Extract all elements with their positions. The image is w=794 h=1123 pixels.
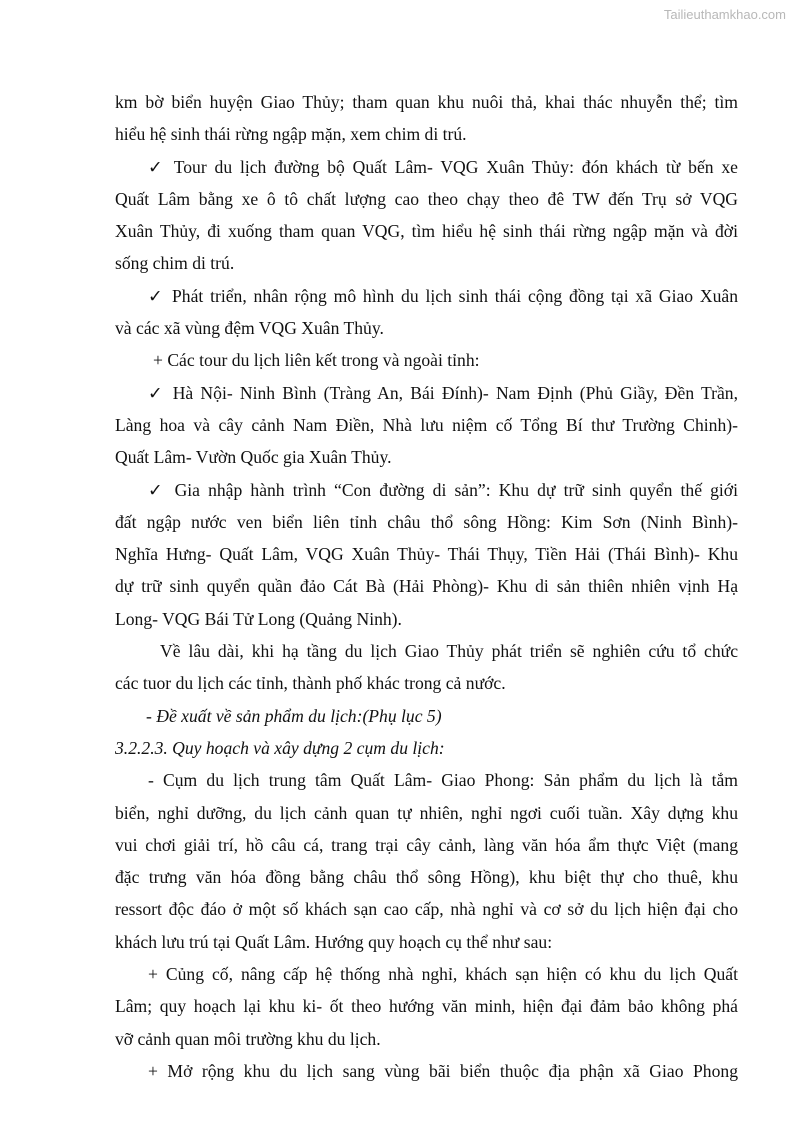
paragraph [115,700,738,732]
text-line: ✓ Gia nhập hành trình “Con đường di sản”: Khu dự trữ sinh quyển thế giới [148,479,738,500]
paragraph [115,344,738,376]
text-line: đất ngập nước ven biển liên tỉnh châu thổ sông Hồng: Kim Sơn (Ninh Bình)- [115,511,738,532]
text-line: khách lưu trú tại Quất Lâm. Hướng quy hoạch cụ thể như sau: [115,931,553,952]
text-line: Lâm; quy hoạch lại khu ki- ốt theo hướng văn minh, hiện đại đảm bảo không phá [115,996,738,1017]
text-line: biển, nghỉ dưỡng, du lịch cảnh quan tự nhiên, nghỉ ngơi cuối tuần. Xây dựng khu [115,802,738,823]
text-line: Quất Lâm bằng xe ô tô chất lượng cao theo chạy theo đê TW đến Trụ sở VQG [115,188,738,209]
document-body [115,86,738,1087]
paragraph [115,732,738,764]
text-line: dự trữ sinh quyển quần đảo Cát Bà (Hải Phòng)- Khu di sản thiên nhiên vịnh Hạ [115,576,738,597]
paragraph [115,280,738,345]
text-line: ✓ Phát triển, nhân rộng mô hình du lịch sinh thái cộng đồng tại xã Giao Xuân [148,285,738,306]
text-line: ressort độc đáo ở một số khách sạn cao cấp, nhà nghỉ và cơ sở du lịch hiện đại cho [115,899,738,920]
text-line: và các xã vùng đệm VQG Xuân Thủy. [115,318,384,339]
text-line: ✓ Hà Nội- Ninh Bình (Tràng An, Bái Đính)- Nam Định (Phủ Giầy, Đền Trần, [148,382,738,403]
text-line: Xuân Thủy, đi xuống tham quan VQG, tìm hiểu hệ sinh thái rừng ngập mặn và đời [115,221,738,242]
paragraph [115,958,738,1055]
text-line: các tuor du lịch các tỉnh, thành phố khác trong cả nước. [115,673,506,694]
paragraph [115,151,738,280]
text-line: km bờ biển huyện Giao Thủy; tham quan khu nuôi thả, khai thác nhuyễn thể; tìm [115,92,738,112]
text-line: + Các tour du lịch liên kết trong và ngoài tỉnh: [153,350,480,371]
paragraph [115,635,738,700]
text-line: vui chơi giải trí, hồ câu cá, trang trại cây cảnh, làng văn hóa ẩm thực Việt (mang [115,834,738,855]
paragraph [115,1055,738,1087]
text-line: + Mở rộng khu du lịch sang vùng bãi biển thuộc địa phận xã Giao Phong [148,1060,738,1081]
text-line: + Củng cố, nâng cấp hệ thống nhà nghỉ, khách sạn hiện có khu du lịch Quất [148,964,738,985]
text-line: hiểu hệ sinh thái rừng ngập mặn, xem chim di trú. [115,124,467,145]
text-line: ✓ Tour du lịch đường bộ Quất Lâm- VQG Xuân Thủy: đón khách từ bến xe [148,156,738,177]
text-line: Làng hoa và cây cảnh Nam Điền, Nhà lưu niệm cố Tổng Bí thư Trường Chinh)- [115,414,738,435]
text-line: - Đề xuất về sản phẩm du lịch:(Phụ lục 5) [146,705,442,726]
text-line: sống chim di trú. [115,253,235,274]
text-line: Quất Lâm- Vườn Quốc gia Xuân Thủy. [115,447,392,468]
text-line: Nghĩa Hưng- Quất Lâm, VQG Xuân Thủy- Thái Thụy, Tiền Hải (Thái Bình)- Khu [115,544,738,565]
text-line: - Cụm du lịch trung tâm Quất Lâm- Giao Phong: Sản phẩm du lịch là tắm [148,770,738,791]
paragraph [115,474,738,635]
watermark: Tailieuthamkhao.com [663,7,786,22]
paragraph [115,86,738,151]
paragraph [115,377,738,474]
text-line: đặc trưng văn hóa đồng bằng châu thổ sông Hồng), khu biệt thự cho thuê, khu [115,867,738,888]
text-line: 3.2.2.3. Quy hoạch và xây dựng 2 cụm du lịch: [115,737,445,758]
paragraph [115,764,738,958]
text-line: Long- VQG Bái Tử Long (Quảng Ninh). [115,608,402,629]
text-line: vỡ cảnh quan môi trường khu du lịch. [115,1028,381,1049]
text-line: Về lâu dài, khi hạ tầng du lịch Giao Thủy phát triển sẽ nghiên cứu tổ chức [160,641,738,662]
